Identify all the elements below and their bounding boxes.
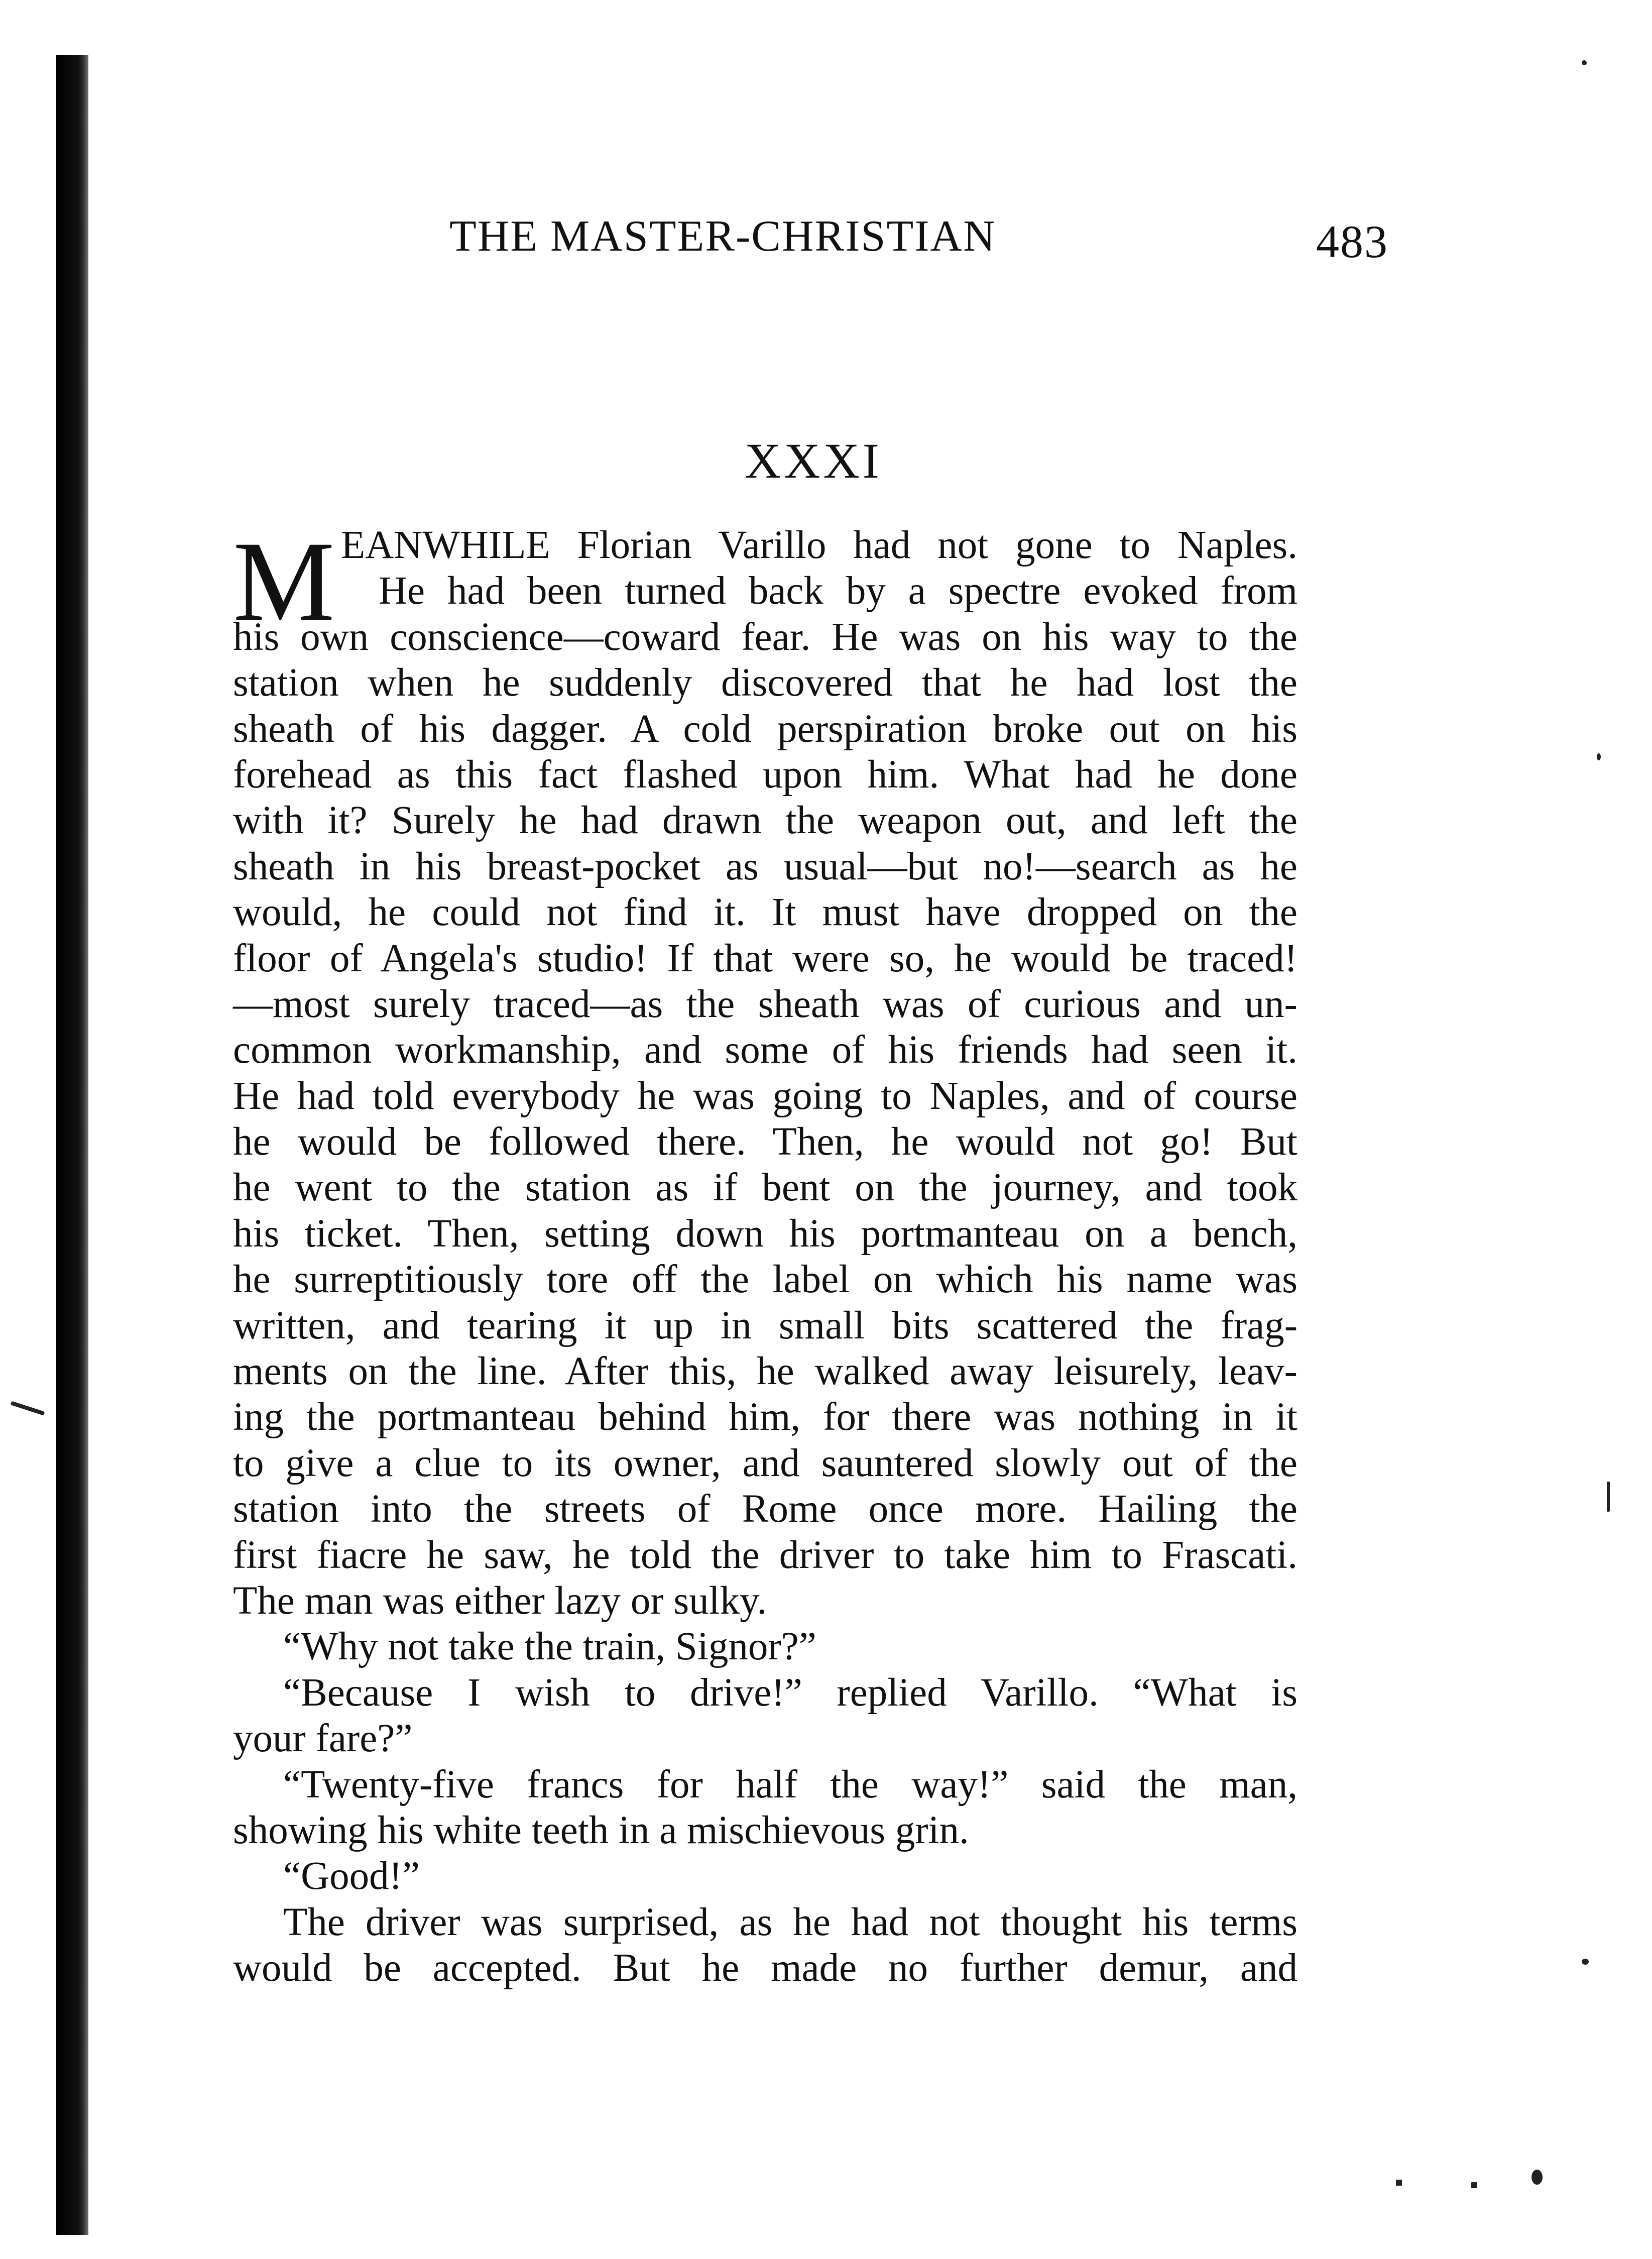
dialogue-line: your fare?” [233,1717,413,1761]
body-text [233,518,1297,1991]
running-title: THE MASTER-CHRISTIAN [449,212,996,261]
text-line: forehead as this fact flashed upon him. What had he done [233,752,1297,797]
text-line: would, he could not find it. It must have dropped on the [233,890,1297,935]
text-line: ments on the line. After this, he walked away leisurely, leav- [233,1349,1297,1394]
scan-speck [10,1401,45,1415]
text-line: He had told everybody he was going to Naples, and of course [233,1074,1297,1118]
drop-cap: M [233,518,335,645]
dialogue-line: “Why not take the train, Signor?” [283,1625,816,1669]
text-line: station when he suddenly discovered that he had lost the [233,661,1297,705]
text-line: first fiacre he saw, he told the driver to take him to Frascati. [233,1533,1297,1577]
text-line: would be accepted. But he made no further demur, and [233,1946,1297,1990]
text-line: floor of Angela's studio! If that were so, he would be traced! [233,936,1297,980]
text-line: he surreptitiously tore off the label on which his name was [233,1258,1297,1302]
text-line: with it? Surely he had drawn the weapon out, and left the [233,799,1297,843]
text-line: sheath of his dagger. A cold perspiration broke out on his [233,707,1297,751]
text-line: to give a clue to its owner, and sauntered slowly out of the [233,1441,1297,1485]
text-line: EANWHILE Florian Varillo had not gone to Naples. [341,523,1297,567]
page-number: 483 [1316,216,1388,267]
running-header [449,211,1388,271]
scan-speck [1582,60,1587,65]
text-line: The driver was surprised, as he had not thought his terms [283,1900,1297,1944]
scan-speck [1607,1482,1610,1512]
dialogue-line: showing his white teeth in a mischievous grin. [233,1808,969,1852]
dialogue-line: “Twenty-five francs for half the way!” said the man, [283,1762,1297,1806]
text-line: his own conscience—coward fear. He was on his way to the [233,615,1297,659]
scan-speck [1531,2170,1543,2185]
dialogue-line: “Good!” [283,1854,420,1898]
text-line: he went to the station as if bent on the journey, and took [233,1166,1297,1210]
scan-speck [1471,2182,1477,2188]
dialogue-line: “Because I wish to drive!” replied Varillo. “What is [283,1670,1297,1715]
text-line: common workmanship, and some of his friends had seen it. [233,1028,1297,1072]
text-line: sheath in his breast-pocket as usual—but no!—search as he [233,844,1297,888]
text-line: He had been turned back by a spectre evoked from [379,569,1297,613]
text-line: written, and tearing it up in small bits scattered the frag- [233,1303,1297,1347]
text-line: —most surely traced—as the sheath was of curious and un- [233,982,1297,1026]
scan-speck [1396,2180,1402,2186]
text-line: The man was either lazy or sulky. [233,1578,767,1623]
text-line: station into the streets of Rome once more. Hailing the [233,1487,1297,1531]
text-line: ing the portmanteau behind him, for there was nothing in it [233,1395,1297,1439]
book-spine-shadow [56,55,88,2235]
text-line: he would be followed there. Then, he would not go! But [233,1120,1297,1164]
scan-speck [1597,753,1601,760]
chapter-heading: XXXI [745,433,882,489]
scan-speck [1582,1959,1589,1965]
text-line: his ticket. Then, setting down his portmanteau on a bench, [233,1211,1297,1256]
